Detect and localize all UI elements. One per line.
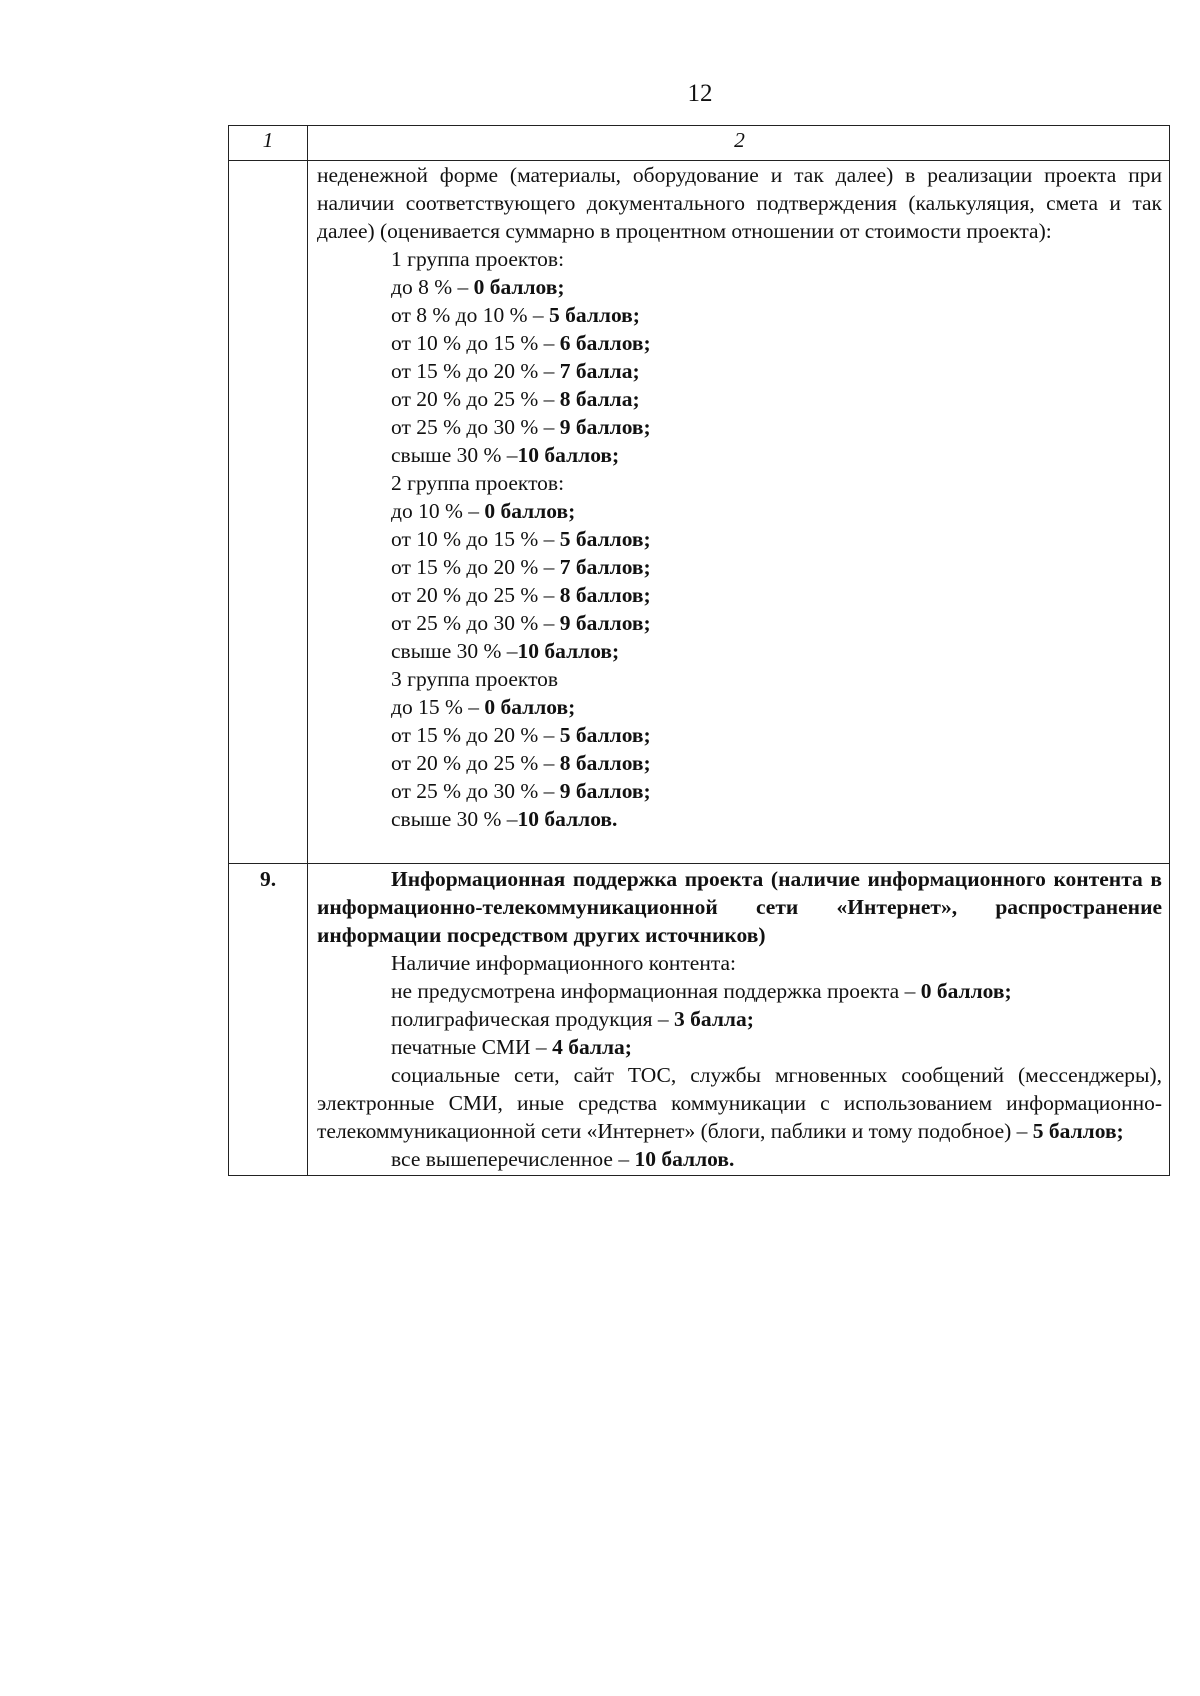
- list-item: [317, 553, 1162, 581]
- criterion-heading: Информационная поддержка проекта (наличие информационного контента в информационно-телекоммуникационной сети «Интернет», распространение информации посредством других источников): [317, 867, 1162, 947]
- item-score: 0 баллов;: [484, 695, 576, 719]
- item-text: от 25 % до 30 % –: [391, 415, 560, 439]
- item-text: свыше 30 % –: [391, 443, 518, 467]
- list-item: [317, 1033, 1162, 1061]
- list-item: [317, 441, 1162, 469]
- row-number-cell: [229, 161, 308, 864]
- item-text: от 15 % до 20 % –: [391, 555, 560, 579]
- score-groups: [317, 245, 1162, 833]
- list-item: [317, 301, 1162, 329]
- list-item: [317, 357, 1162, 385]
- item-score: 0 баллов;: [473, 275, 565, 299]
- item-text: печатные СМИ –: [391, 1035, 553, 1059]
- item-text: от 15 % до 20 % –: [391, 723, 560, 747]
- item-score: 4 балла;: [552, 1035, 632, 1059]
- list-item: [317, 329, 1162, 357]
- criteria-table: [228, 125, 1170, 1176]
- item-text: от 25 % до 30 % –: [391, 611, 560, 635]
- item-score: 8 баллов;: [559, 583, 651, 607]
- item-text: от 8 % до 10 % –: [391, 303, 549, 327]
- item-score: 10 баллов;: [517, 443, 620, 467]
- item-score: 5 баллов;: [549, 303, 640, 327]
- item-text: от 20 % до 25 % –: [391, 751, 560, 775]
- item-text: от 10 % до 15 % –: [391, 331, 560, 355]
- list-item: [317, 977, 1162, 1005]
- item-score: 3 балла;: [674, 1007, 754, 1031]
- item-score: 10 баллов.: [634, 1147, 735, 1171]
- criterion-intro: неденежной форме (материалы, оборудование и так далее) в реализации проекта при наличии соответствующего документального подтверждения (калькуляция, смета и так далее) (оценивается суммарно в процентном отношении от стоимости проекта):: [317, 163, 1162, 243]
- item-text: все вышеперечисленное –: [391, 1147, 635, 1171]
- list-item: [317, 581, 1162, 609]
- item-score: 5 баллов;: [559, 723, 651, 747]
- page-number: 12: [687, 80, 713, 107]
- item-text: до 10 % –: [391, 499, 485, 523]
- list-item: [317, 1005, 1162, 1033]
- list-item: [317, 273, 1162, 301]
- options-subtitle: Наличие информационного контента:: [391, 951, 737, 975]
- list-item: [317, 1145, 1162, 1173]
- item-text: от 25 % до 30 % –: [391, 779, 560, 803]
- item-score: 7 балла;: [559, 359, 640, 383]
- item-text: до 8 % –: [391, 275, 474, 299]
- item-score: 10 баллов.: [517, 807, 618, 831]
- criterion-cell: [308, 864, 1170, 1176]
- criterion-cell: [308, 161, 1170, 864]
- item-text: социальные сети, сайт ТОС, службы мгновенных сообщений (мессенджеры), электронные СМИ, иные средства коммуникации с использованием информационно-телекоммуникационной сети «Интернет» (блоги, паблики и тому подобное) –: [317, 1063, 1162, 1143]
- item-text: свыше 30 % –: [391, 639, 518, 663]
- table-row: [229, 864, 1170, 1176]
- item-score: 9 баллов;: [559, 779, 651, 803]
- header-col-2: 2: [308, 126, 1170, 161]
- table-row: [229, 161, 1170, 864]
- list-item: [317, 413, 1162, 441]
- item-text: не предусмотрена информационная поддержка проекта –: [391, 979, 921, 1003]
- group-title: 1 группа проектов:: [391, 247, 565, 271]
- list-item: [317, 805, 1162, 833]
- item-score: 0 баллов;: [920, 979, 1012, 1003]
- list-item: [317, 609, 1162, 637]
- group-title: 2 группа проектов:: [391, 471, 565, 495]
- item-score: 8 баллов;: [559, 751, 651, 775]
- item-text: от 20 % до 25 % –: [391, 583, 560, 607]
- table-header-row: [229, 126, 1170, 161]
- item-score: 10 баллов;: [517, 639, 620, 663]
- item-text: от 10 % до 15 % –: [391, 527, 560, 551]
- item-score: 0 баллов;: [484, 499, 576, 523]
- list-item: [317, 525, 1162, 553]
- item-score: 5 баллов;: [559, 527, 651, 551]
- item-score: 9 баллов;: [559, 415, 651, 439]
- header-col-1: 1: [229, 126, 308, 161]
- criterion-options-end: [317, 1145, 1162, 1173]
- item-score: 5 баллов;: [1032, 1119, 1124, 1143]
- list-item: [317, 385, 1162, 413]
- item-score: 8 балла;: [559, 387, 640, 411]
- list-item: [317, 637, 1162, 665]
- item-score: 7 баллов;: [559, 555, 651, 579]
- list-item: [317, 497, 1162, 525]
- list-item: [317, 777, 1162, 805]
- row-number-cell: 9.: [229, 864, 308, 1176]
- item-text: до 15 % –: [391, 695, 485, 719]
- criterion-options: [317, 949, 1162, 1061]
- group-title: 3 группа проектов: [391, 667, 559, 691]
- item-text: полиграфическая продукция –: [391, 1007, 675, 1031]
- list-item: [317, 721, 1162, 749]
- list-item: [317, 1061, 1162, 1145]
- item-score: 6 баллов;: [559, 331, 651, 355]
- item-text: от 20 % до 25 % –: [391, 387, 560, 411]
- list-item: [317, 749, 1162, 777]
- item-score: 9 баллов;: [559, 611, 651, 635]
- item-text: свыше 30 % –: [391, 807, 518, 831]
- list-item: [317, 693, 1162, 721]
- item-text: от 15 % до 20 % –: [391, 359, 560, 383]
